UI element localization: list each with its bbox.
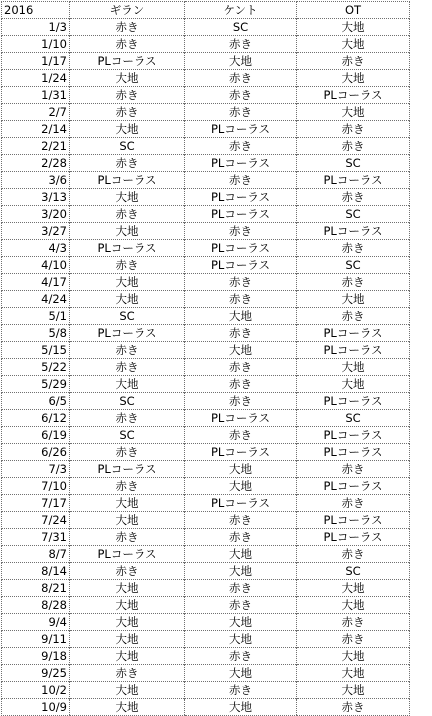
table-row	[2, 546, 410, 563]
kent-cell[interactable]: 赤き	[185, 393, 297, 410]
ot-cell[interactable]: 赤き	[297, 308, 410, 325]
table-row	[2, 155, 410, 172]
giran-cell[interactable]: 赤き	[70, 104, 185, 121]
ot-cell[interactable]: SC	[297, 206, 410, 223]
kent-cell[interactable]: SC	[185, 19, 297, 36]
date-cell[interactable]: 7/3	[2, 461, 70, 478]
giran-cell[interactable]: 大地	[70, 597, 185, 614]
ot-cell[interactable]: 赤き	[297, 631, 410, 648]
giran-cell[interactable]: 大地	[70, 512, 185, 529]
kent-cell[interactable]: 大地	[185, 614, 297, 631]
table-row	[2, 427, 410, 444]
ot-cell[interactable]: 大地	[297, 580, 410, 597]
kent-cell[interactable]: 大地	[185, 342, 297, 359]
ot-cell[interactable]: 大地	[297, 376, 410, 393]
table-row	[2, 189, 410, 206]
ot-cell[interactable]: 赤き	[297, 121, 410, 138]
giran-cell[interactable]: 大地	[70, 121, 185, 138]
kent-cell[interactable]: 大地	[185, 546, 297, 563]
table-row	[2, 87, 410, 104]
table-row	[2, 138, 410, 155]
schedule-table	[1, 1, 410, 716]
giran-cell[interactable]: 赤き	[70, 19, 185, 36]
date-cell[interactable]: 9/11	[2, 631, 70, 648]
ot-cell[interactable]: PLコーラス	[297, 478, 410, 495]
date-cell[interactable]: 3/20	[2, 206, 70, 223]
kent-cell[interactable]: 赤き	[185, 36, 297, 53]
date-cell[interactable]: 8/14	[2, 563, 70, 580]
giran-cell[interactable]: 赤き	[70, 87, 185, 104]
ot-cell[interactable]: PLコーラス	[297, 529, 410, 546]
giran-cell[interactable]: SC	[70, 427, 185, 444]
kent-cell[interactable]: PLコーラス	[185, 121, 297, 138]
date-cell[interactable]: 3/13	[2, 189, 70, 206]
kent-cell[interactable]: 大地	[185, 563, 297, 580]
date-cell[interactable]: 1/17	[2, 53, 70, 70]
year-cell[interactable]: 2016	[2, 2, 70, 19]
kent-cell[interactable]: PLコーラス	[185, 444, 297, 461]
kent-cell[interactable]: 赤き	[185, 529, 297, 546]
kent-cell[interactable]: 赤き	[185, 648, 297, 665]
giran-cell[interactable]: 大地	[70, 376, 185, 393]
giran-cell[interactable]: 大地	[70, 614, 185, 631]
ot-cell[interactable]: SC	[297, 563, 410, 580]
date-cell[interactable]: 5/1	[2, 308, 70, 325]
date-cell[interactable]: 2/21	[2, 138, 70, 155]
giran-cell[interactable]: 赤き	[70, 444, 185, 461]
ot-cell[interactable]: SC	[297, 155, 410, 172]
table-row	[2, 274, 410, 291]
giran-cell[interactable]: 赤き	[70, 155, 185, 172]
ot-cell[interactable]: PLコーラス	[297, 427, 410, 444]
giran-cell[interactable]: 赤き	[70, 36, 185, 53]
ot-cell[interactable]: 赤き	[297, 189, 410, 206]
ot-cell[interactable]: 大地	[297, 597, 410, 614]
ot-cell[interactable]: 大地	[297, 291, 410, 308]
ot-cell[interactable]: 大地	[297, 648, 410, 665]
ot-cell[interactable]: SC	[297, 410, 410, 427]
date-cell[interactable]: 4/24	[2, 291, 70, 308]
date-cell[interactable]: 5/22	[2, 359, 70, 376]
ot-cell[interactable]: 大地	[297, 359, 410, 376]
ot-cell[interactable]: 赤き	[297, 614, 410, 631]
date-cell[interactable]: 3/6	[2, 172, 70, 189]
kent-cell[interactable]: PLコーラス	[185, 257, 297, 274]
table-row	[2, 648, 410, 665]
table-row	[2, 699, 410, 716]
giran-cell[interactable]: 赤き	[70, 342, 185, 359]
giran-cell[interactable]: SC	[70, 308, 185, 325]
giran-cell[interactable]: PLコーラス	[70, 240, 185, 257]
date-cell[interactable]: 6/12	[2, 410, 70, 427]
giran-cell[interactable]: 赤き	[70, 478, 185, 495]
ot-cell[interactable]: PLコーラス	[297, 223, 410, 240]
table-row	[2, 308, 410, 325]
date-cell[interactable]: 1/24	[2, 70, 70, 87]
table-row	[2, 291, 410, 308]
date-cell[interactable]: 7/10	[2, 478, 70, 495]
giran-cell[interactable]: 赤き	[70, 206, 185, 223]
table-row	[2, 70, 410, 87]
date-cell[interactable]: 1/31	[2, 87, 70, 104]
table-row	[2, 682, 410, 699]
kent-cell[interactable]: 大地	[185, 461, 297, 478]
table-row	[2, 223, 410, 240]
table-row	[2, 206, 410, 223]
ot-cell[interactable]: 大地	[297, 665, 410, 682]
ot-cell[interactable]: PLコーラス	[297, 325, 410, 342]
kent-cell[interactable]: 大地	[185, 665, 297, 682]
giran-cell[interactable]: SC	[70, 138, 185, 155]
giran-cell[interactable]: 赤き	[70, 410, 185, 427]
table-row	[2, 563, 410, 580]
date-cell[interactable]: 10/2	[2, 682, 70, 699]
column-header-giran[interactable]: ギラン	[70, 2, 185, 19]
table-row	[2, 359, 410, 376]
giran-cell[interactable]: PLコーラス	[70, 172, 185, 189]
kent-cell[interactable]: 赤き	[185, 274, 297, 291]
table-row	[2, 393, 410, 410]
kent-cell[interactable]: PLコーラス	[185, 206, 297, 223]
table-row	[2, 240, 410, 257]
giran-cell[interactable]: 赤き	[70, 359, 185, 376]
table-row	[2, 597, 410, 614]
table-row	[2, 495, 410, 512]
kent-cell[interactable]: 赤き	[185, 70, 297, 87]
date-cell[interactable]: 2/7	[2, 104, 70, 121]
date-cell[interactable]: 6/26	[2, 444, 70, 461]
kent-cell[interactable]: PLコーラス	[185, 189, 297, 206]
ot-cell[interactable]: 大地	[297, 19, 410, 36]
table-row	[2, 580, 410, 597]
ot-cell[interactable]: PLコーラス	[297, 444, 410, 461]
table-row	[2, 529, 410, 546]
column-header-ot[interactable]: OT	[297, 2, 410, 19]
giran-cell[interactable]: 大地	[70, 189, 185, 206]
table-row	[2, 631, 410, 648]
date-cell[interactable]: 9/18	[2, 648, 70, 665]
table-row	[2, 19, 410, 36]
kent-cell[interactable]: 大地	[185, 631, 297, 648]
table-row	[2, 104, 410, 121]
date-cell[interactable]: 8/21	[2, 580, 70, 597]
date-cell[interactable]: 2/28	[2, 155, 70, 172]
table-row	[2, 512, 410, 529]
giran-cell[interactable]: 大地	[70, 223, 185, 240]
giran-cell[interactable]: 大地	[70, 699, 185, 716]
table-row	[2, 614, 410, 631]
kent-cell[interactable]: 大地	[185, 478, 297, 495]
date-cell[interactable]: 4/10	[2, 257, 70, 274]
date-cell[interactable]: 9/4	[2, 614, 70, 631]
date-cell[interactable]: 1/10	[2, 36, 70, 53]
kent-cell[interactable]: PLコーラス	[185, 155, 297, 172]
giran-cell[interactable]: SC	[70, 393, 185, 410]
kent-cell[interactable]: 赤き	[185, 325, 297, 342]
giran-cell[interactable]: 大地	[70, 495, 185, 512]
table-row	[2, 325, 410, 342]
date-cell[interactable]: 8/7	[2, 546, 70, 563]
table-row	[2, 376, 410, 393]
giran-cell[interactable]: PLコーラス	[70, 546, 185, 563]
ot-cell[interactable]: SC	[297, 257, 410, 274]
kent-cell[interactable]: 赤き	[185, 223, 297, 240]
date-cell[interactable]: 2/14	[2, 121, 70, 138]
ot-cell[interactable]: 赤き	[297, 699, 410, 716]
giran-cell[interactable]: 赤き	[70, 665, 185, 682]
kent-cell[interactable]: 赤き	[185, 291, 297, 308]
date-cell[interactable]: 7/31	[2, 529, 70, 546]
giran-cell[interactable]: 大地	[70, 580, 185, 597]
ot-cell[interactable]: 大地	[297, 682, 410, 699]
giran-cell[interactable]: 大地	[70, 291, 185, 308]
kent-cell[interactable]: 大地	[185, 53, 297, 70]
ot-cell[interactable]: 大地	[297, 104, 410, 121]
date-cell[interactable]: 7/24	[2, 512, 70, 529]
date-cell[interactable]: 6/19	[2, 427, 70, 444]
kent-cell[interactable]: 赤き	[185, 376, 297, 393]
ot-cell[interactable]: PLコーラス	[297, 393, 410, 410]
column-header-kent[interactable]: ケント	[185, 2, 297, 19]
table-row	[2, 342, 410, 359]
date-cell[interactable]: 8/28	[2, 597, 70, 614]
table-row	[2, 665, 410, 682]
kent-cell[interactable]: 赤き	[185, 138, 297, 155]
giran-cell[interactable]: PLコーラス	[70, 461, 185, 478]
date-cell[interactable]: 1/3	[2, 19, 70, 36]
ot-cell[interactable]: 赤き	[297, 53, 410, 70]
giran-cell[interactable]: 大地	[70, 648, 185, 665]
kent-cell[interactable]: 赤き	[185, 580, 297, 597]
date-cell[interactable]: 9/25	[2, 665, 70, 682]
ot-cell[interactable]: PLコーラス	[297, 342, 410, 359]
header-row	[2, 2, 410, 19]
table-row	[2, 410, 410, 427]
date-cell[interactable]: 5/29	[2, 376, 70, 393]
ot-cell[interactable]: 赤き	[297, 495, 410, 512]
ot-cell[interactable]: 赤き	[297, 138, 410, 155]
kent-cell[interactable]: 赤き	[185, 359, 297, 376]
kent-cell[interactable]: PLコーラス	[185, 495, 297, 512]
giran-cell[interactable]: 赤き	[70, 563, 185, 580]
ot-cell[interactable]: 赤き	[297, 546, 410, 563]
giran-cell[interactable]: 赤き	[70, 529, 185, 546]
giran-cell[interactable]: 大地	[70, 274, 185, 291]
table-row	[2, 53, 410, 70]
date-cell[interactable]: 6/5	[2, 393, 70, 410]
table-row	[2, 36, 410, 53]
schedule-table-body	[2, 2, 410, 716]
ot-cell[interactable]: 大地	[297, 36, 410, 53]
table-row	[2, 461, 410, 478]
ot-cell[interactable]: 赤き	[297, 240, 410, 257]
table-row	[2, 257, 410, 274]
kent-cell[interactable]: 大地	[185, 699, 297, 716]
giran-cell[interactable]: PLコーラス	[70, 325, 185, 342]
giran-cell[interactable]: 大地	[70, 70, 185, 87]
date-cell[interactable]: 5/15	[2, 342, 70, 359]
ot-cell[interactable]: PLコーラス	[297, 87, 410, 104]
table-row	[2, 172, 410, 189]
kent-cell[interactable]: 赤き	[185, 172, 297, 189]
table-row	[2, 478, 410, 495]
ot-cell[interactable]: 赤き	[297, 274, 410, 291]
table-row	[2, 444, 410, 461]
kent-cell[interactable]: 赤き	[185, 682, 297, 699]
giran-cell[interactable]: 赤き	[70, 257, 185, 274]
kent-cell[interactable]: 赤き	[185, 104, 297, 121]
kent-cell[interactable]: PLコーラス	[185, 410, 297, 427]
giran-cell[interactable]: 大地	[70, 631, 185, 648]
date-cell[interactable]: 3/27	[2, 223, 70, 240]
giran-cell[interactable]: 大地	[70, 682, 185, 699]
ot-cell[interactable]: 大地	[297, 70, 410, 87]
kent-cell[interactable]: 赤き	[185, 512, 297, 529]
ot-cell[interactable]: 赤き	[297, 461, 410, 478]
ot-cell[interactable]: PLコーラス	[297, 512, 410, 529]
date-cell[interactable]: 4/17	[2, 274, 70, 291]
kent-cell[interactable]: PLコーラス	[185, 240, 297, 257]
kent-cell[interactable]: 赤き	[185, 597, 297, 614]
ot-cell[interactable]: PLコーラス	[297, 172, 410, 189]
date-cell[interactable]: 10/9	[2, 699, 70, 716]
giran-cell[interactable]: PLコーラス	[70, 53, 185, 70]
date-cell[interactable]: 5/8	[2, 325, 70, 342]
table-row	[2, 121, 410, 138]
kent-cell[interactable]: 大地	[185, 308, 297, 325]
date-cell[interactable]: 7/17	[2, 495, 70, 512]
kent-cell[interactable]: 赤き	[185, 427, 297, 444]
kent-cell[interactable]: 赤き	[185, 87, 297, 104]
date-cell[interactable]: 4/3	[2, 240, 70, 257]
